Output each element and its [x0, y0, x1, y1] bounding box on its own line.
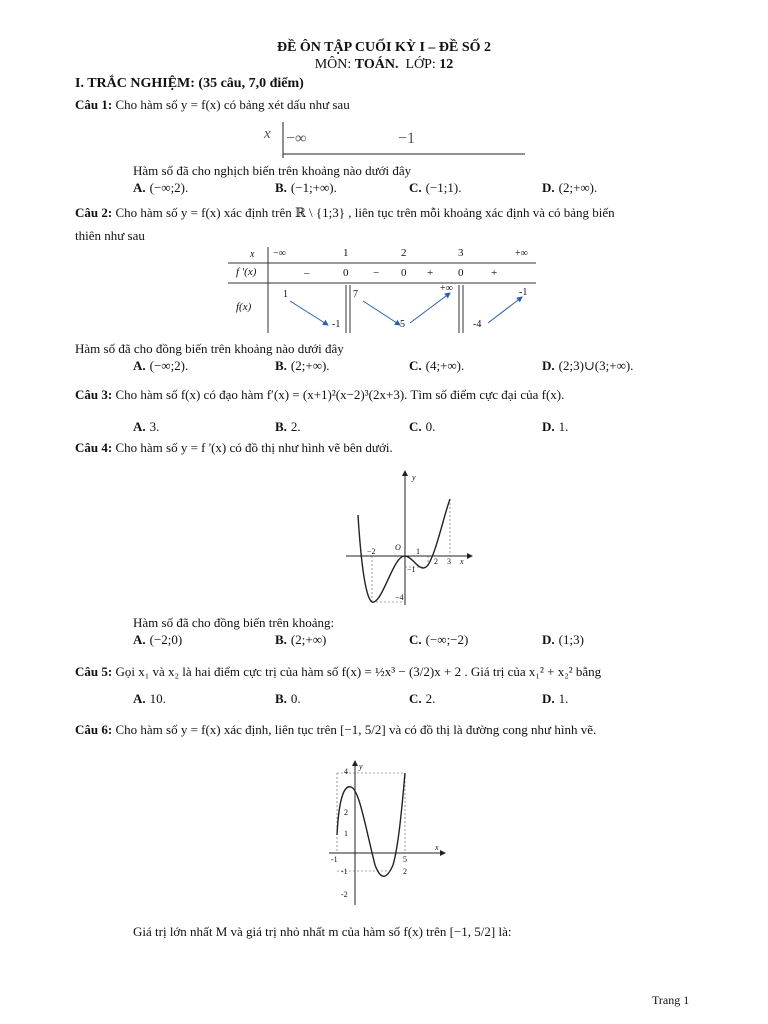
- q2-answer-c-text: (4;+∞).: [425, 358, 465, 373]
- q3-answer-d-text: 1.: [558, 419, 569, 434]
- vt-sign-1: 0: [343, 267, 349, 279]
- question-1-answers: [133, 180, 753, 198]
- q4-answer-a-label: A.: [133, 632, 146, 647]
- q2-answer-a-text: (−∞;2).: [149, 358, 189, 373]
- vt-sign-5: 0: [458, 267, 464, 279]
- vt-row-x: x: [250, 249, 255, 260]
- q3-answer-c-text: 0.: [425, 419, 436, 434]
- q4-answer-b-text: (2;+∞): [290, 632, 327, 647]
- q4-answer-a[interactable]: [133, 632, 182, 648]
- question-4-stem: Hàm số đã cho đồng biến trên khoảng:: [133, 615, 335, 630]
- q1-answer-d-label: D.: [542, 180, 555, 195]
- q5-answer-a[interactable]: [133, 691, 166, 707]
- vt-f-6: -1: [519, 287, 528, 298]
- q1-answer-c[interactable]: [409, 180, 462, 196]
- question-5: [75, 664, 601, 680]
- question-6-text: Cho hàm số y = f(x) xác định, liên tục trên [−1, 5/2] và có đồ thị là đường cong như hình vẽ.: [115, 722, 597, 737]
- q1-answer-b[interactable]: [275, 180, 337, 196]
- q1-answer-d-text: (2;+∞).: [558, 180, 598, 195]
- q5-answer-a-label: A.: [133, 691, 146, 706]
- dg-tick-m2: −2: [367, 547, 376, 556]
- q2-answer-b-text: (2;+∞).: [290, 358, 330, 373]
- sign-table-1: [250, 120, 530, 160]
- exam-title: ĐỀ ÔN TẬP CUỐI KỲ I – ĐỀ SỐ 2: [276, 40, 492, 55]
- grade-value: 12: [439, 57, 454, 72]
- vt-f-4: +∞: [440, 283, 453, 294]
- question-4-answers: [133, 632, 753, 650]
- q3-answer-b[interactable]: [275, 419, 301, 435]
- dg-tick-2: 2: [434, 557, 438, 566]
- q1-answer-a[interactable]: [133, 180, 188, 196]
- function-graph: [325, 755, 450, 915]
- vt-row-f: f(x): [236, 301, 252, 313]
- dg-tick-m1: −1: [407, 565, 416, 574]
- question-3: [75, 387, 564, 403]
- question-1: [75, 97, 350, 113]
- q2-answer-d-label: D.: [542, 358, 555, 373]
- vt-sign-2: −: [373, 267, 380, 279]
- fg-tick-4: 4: [344, 767, 348, 776]
- q3-answer-b-text: 2.: [290, 419, 301, 434]
- question-3-label: Câu 3:: [75, 387, 113, 402]
- vt-f-2: 7: [353, 289, 358, 300]
- q3-answer-a[interactable]: [133, 419, 159, 435]
- q2-answer-b-label: B.: [275, 358, 287, 373]
- fg-tick-x-m1: -1: [331, 855, 338, 864]
- vt-x-0: −∞: [273, 248, 286, 259]
- q3-answer-d[interactable]: [542, 419, 568, 435]
- q5-answer-d-label: D.: [542, 691, 555, 706]
- q5-answer-a-text: 10.: [149, 691, 166, 706]
- q4-answer-b[interactable]: [275, 632, 326, 648]
- question-1-stem: Hàm số đã cho nghịch biến trên khoảng nào dưới đây: [133, 163, 412, 178]
- question-2-text: Cho hàm số y = f(x) xác định trên ℝ \ {1;3} , liên tục trên mỗi khoảng xác định và có bảng biến: [115, 205, 615, 220]
- question-5-label: Câu 5:: [75, 664, 113, 679]
- dg-tick-m4: −4: [395, 593, 404, 602]
- q2-answer-a[interactable]: [133, 358, 188, 374]
- vt-x-1: 1: [343, 247, 349, 259]
- q3-answer-c-label: C.: [409, 419, 422, 434]
- vt-f-1: -1: [332, 319, 341, 330]
- dg-origin-label: O: [395, 543, 401, 552]
- question-5-text: Gọi x₁ và x₂ là hai điểm cực trị của hàm số f(x) = ½x³ − (3/2)x + 2 . Giá trị của x₁² + x₂² bằng: [115, 664, 602, 679]
- q1-answer-b-label: B.: [275, 180, 287, 195]
- q2-answer-a-label: A.: [133, 358, 146, 373]
- q3-answer-a-text: 3.: [149, 419, 160, 434]
- q5-answer-d[interactable]: [542, 691, 568, 707]
- question-3-answers: [133, 419, 753, 437]
- fg-tick-x-2: 2: [403, 867, 407, 876]
- vt-row-fp: f '(x): [236, 266, 257, 278]
- q4-answer-c[interactable]: [409, 632, 468, 648]
- q3-answer-d-label: D.: [542, 419, 555, 434]
- q4-answer-d-text: (1;3): [558, 632, 584, 647]
- q2-answer-d-text: (2;3)∪(3;+∞).: [558, 358, 634, 373]
- q1-answer-a-text: (−∞;2).: [149, 180, 189, 195]
- subject-name: TOÁN.: [354, 57, 399, 72]
- question-4-text: Cho hàm số y = f '(x) có đồ thị như hình vẽ bên dưới.: [115, 440, 393, 455]
- grade-prefix: LỚP:: [405, 57, 440, 72]
- question-2-text-2: thiên như sau: [75, 228, 145, 243]
- section-title: I. TRẮC NGHIỆM: (35 câu, 7,0 điểm): [75, 76, 304, 91]
- question-6-stem: Giá trị lớn nhất M và giá trị nhỏ nhất m của hàm số f(x) trên [−1, 5/2] là:: [133, 924, 512, 939]
- vt-f-5: -4: [473, 319, 482, 330]
- q1-answer-c-label: C.: [409, 180, 422, 195]
- vt-f-3: 5: [400, 319, 405, 330]
- q4-answer-a-text: (−2;0): [149, 632, 183, 647]
- dg-y-label: y: [412, 473, 416, 482]
- question-6-label: Câu 6:: [75, 722, 113, 737]
- question-4: [75, 440, 393, 456]
- question-4-label: Câu 4:: [75, 440, 113, 455]
- q4-answer-d[interactable]: [542, 632, 584, 648]
- q5-answer-c-label: C.: [409, 691, 422, 706]
- sign-table-1-c1: −∞: [286, 130, 307, 147]
- q1-answer-c-text: (−1;1).: [425, 180, 462, 195]
- q5-answer-c[interactable]: [409, 691, 435, 707]
- question-2-label: Câu 2:: [75, 205, 113, 220]
- dg-tick-3: 3: [447, 557, 451, 566]
- fg-tick-2: 2: [344, 808, 348, 817]
- vt-f-0: 1: [283, 289, 288, 300]
- exam-subject-line: [0, 57, 768, 73]
- q2-answer-b[interactable]: [275, 358, 330, 374]
- q1-answer-a-label: A.: [133, 180, 146, 195]
- question-1-text: Cho hàm số y = f(x) có bảng xét dấu như sau: [115, 97, 350, 112]
- q3-answer-a-label: A.: [133, 419, 146, 434]
- q2-answer-c[interactable]: [409, 358, 464, 374]
- vt-sign-3: 0: [401, 267, 407, 279]
- fg-tick-m2: -2: [341, 890, 348, 899]
- dg-tick-1: 1: [416, 547, 420, 556]
- fg-tick-1: 1: [344, 829, 348, 838]
- fg-tick-x-5: 5: [403, 855, 407, 864]
- fg-x-label: x: [435, 843, 439, 852]
- q1-answer-b-text: (−1;+∞).: [290, 180, 337, 195]
- q2-answer-c-label: C.: [409, 358, 422, 373]
- question-6: [75, 722, 596, 738]
- vt-x-2: 2: [401, 247, 407, 259]
- vt-sign-0: –: [304, 267, 310, 279]
- question-3-text: Cho hàm số f(x) có đạo hàm f′(x) = (x+1)²(x−2)³(2x+3). Tìm số điểm cực đại của f(x).: [115, 387, 565, 402]
- q4-answer-b-label: B.: [275, 632, 287, 647]
- derivative-graph-svg: [340, 465, 480, 610]
- q5-answer-c-text: 2.: [425, 691, 436, 706]
- question-1-label: Câu 1:: [75, 97, 113, 112]
- dg-x-label: x: [460, 557, 464, 566]
- fg-tick-m1: -1: [341, 867, 348, 876]
- vt-sign-6: +: [491, 267, 498, 279]
- q3-answer-b-label: B.: [275, 419, 287, 434]
- q5-answer-b-text: 0.: [290, 691, 301, 706]
- q3-answer-c[interactable]: [409, 419, 435, 435]
- page-number: Trang 1: [652, 993, 690, 1007]
- q4-answer-c-label: C.: [409, 632, 422, 647]
- variation-table-2: [228, 245, 538, 335]
- vt-x-3: 3: [458, 247, 464, 259]
- q5-answer-b[interactable]: [275, 691, 301, 707]
- q5-answer-d-text: 1.: [558, 691, 569, 706]
- question-2-answers: [133, 358, 753, 376]
- question-2-stem: Hàm số đã cho đồng biến trên khoảng nào dưới đây: [75, 341, 344, 356]
- vt-x-4: +∞: [515, 248, 528, 259]
- derivative-graph: [340, 465, 480, 610]
- fg-y-label: y: [359, 762, 363, 771]
- q4-answer-d-label: D.: [542, 632, 555, 647]
- subject-prefix: MÔN:: [314, 57, 355, 72]
- question-5-answers: [133, 691, 753, 709]
- vt-sign-4: +: [427, 267, 434, 279]
- question-2: [75, 205, 615, 221]
- sign-table-1-c2: −1: [398, 130, 416, 147]
- q2-answer-d[interactable]: [542, 358, 633, 374]
- q1-answer-d[interactable]: [542, 180, 597, 196]
- q5-answer-b-label: B.: [275, 691, 287, 706]
- q4-answer-c-text: (−∞;−2): [425, 632, 469, 647]
- sign-table-1-x: x: [264, 126, 271, 142]
